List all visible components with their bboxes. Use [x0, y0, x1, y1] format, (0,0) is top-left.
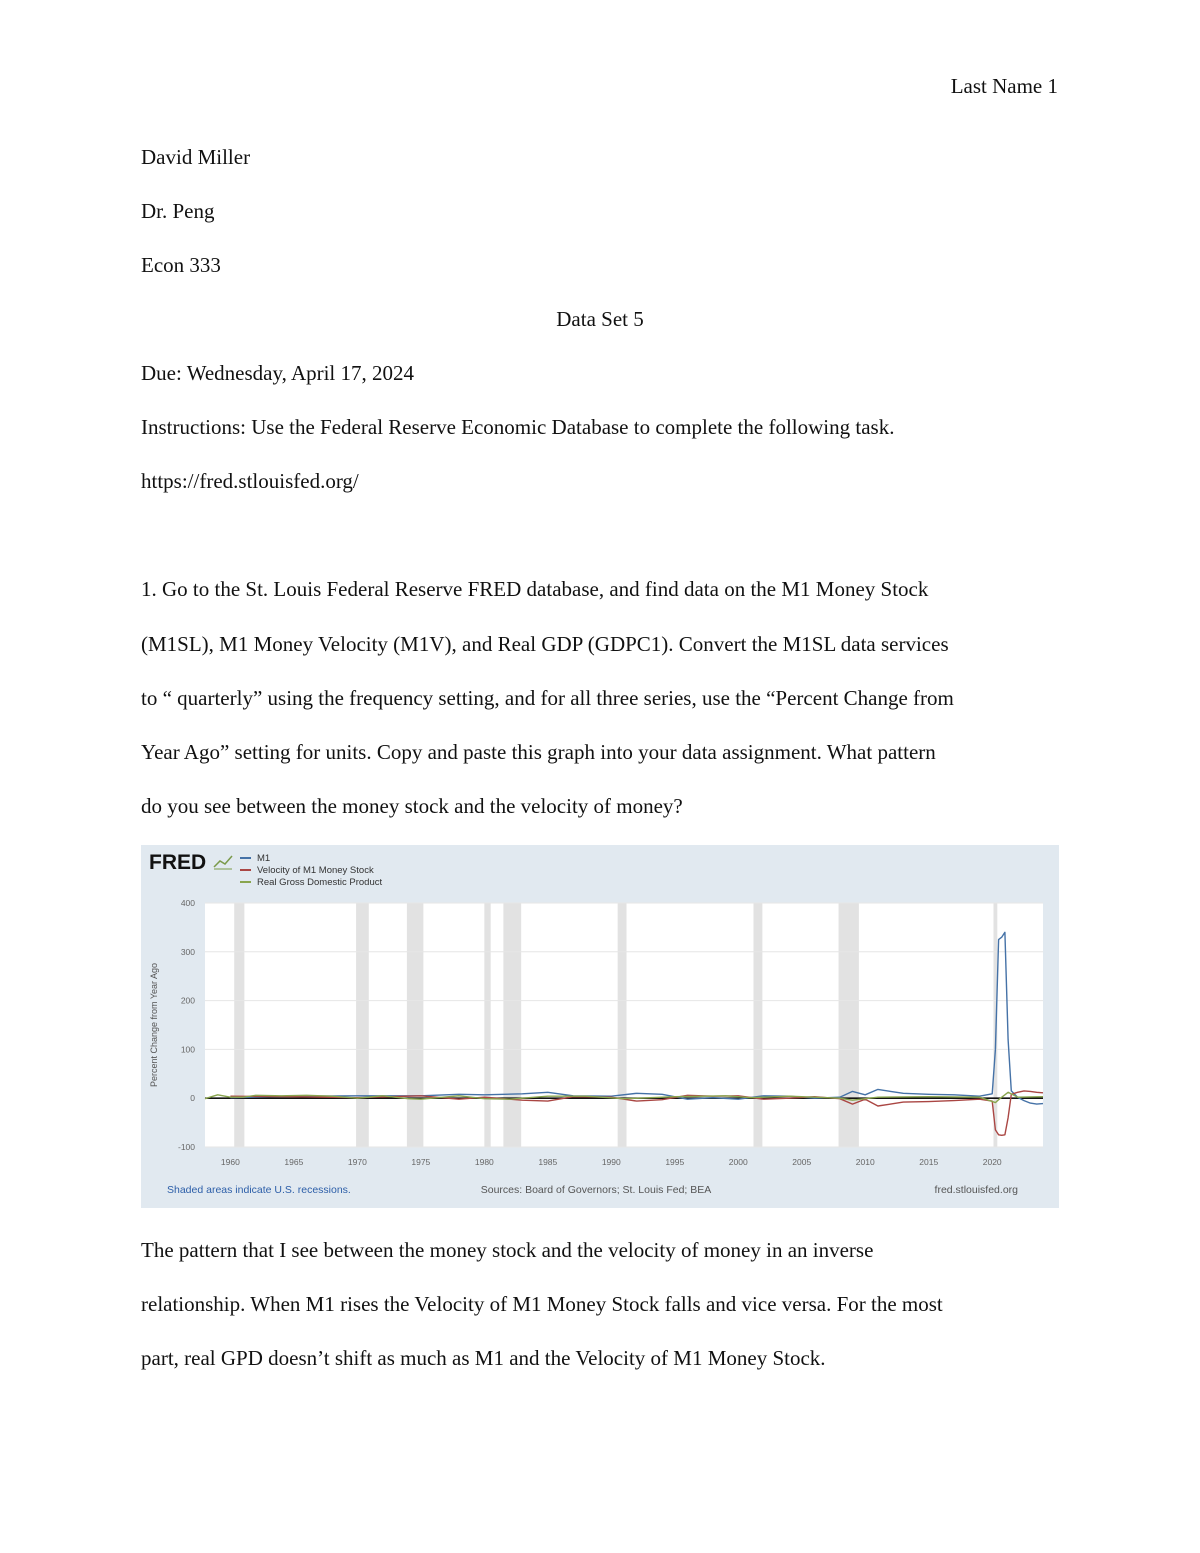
y-tick-label: 200 — [180, 995, 195, 1006]
fred-site: fred.stlouisfed.org — [934, 1184, 1018, 1196]
question-line: do you see between the money stock and the velocity of money? — [141, 794, 683, 818]
x-tick-label: 2010 — [855, 1157, 875, 1167]
x-tick-label: 2000 — [728, 1157, 748, 1167]
recession-bar — [839, 903, 859, 1147]
answer-line: The pattern that I see between the money stock and the velocity of money in an inverse — [141, 1238, 874, 1262]
chart-sources: Sources: Board of Governors; St. Louis Fed; BEA — [480, 1184, 712, 1196]
recession-bar — [356, 903, 369, 1147]
recession-bar — [503, 903, 521, 1147]
document-title: Data Set 5 — [556, 307, 644, 331]
running-head: Last Name 1 — [950, 74, 1058, 98]
recession-bar — [234, 903, 244, 1147]
recession-bar — [618, 903, 627, 1147]
instructor-name: Dr. Peng — [141, 199, 215, 223]
fred-logo-icon — [214, 856, 232, 869]
due-date: Due: Wednesday, April 17, 2024 — [141, 361, 415, 385]
x-tick-label: 2015 — [919, 1157, 939, 1167]
x-tick-label: 1970 — [347, 1157, 367, 1167]
y-tick-label: 400 — [180, 898, 195, 908]
question-line: (M1SL), M1 Money Velocity (M1V), and Real GDP (GDPC1). Convert the M1SL data services — [141, 632, 949, 656]
recession-shading — [205, 903, 1043, 1147]
y-tick-label: -100 — [177, 1142, 195, 1152]
x-tick-label: 2005 — [792, 1157, 812, 1167]
x-tick-label: 1995 — [665, 1157, 685, 1167]
chart-canvas — [141, 845, 1059, 1208]
course-name: Econ 333 — [141, 253, 221, 277]
legend-label: M1 — [257, 853, 271, 864]
recession-bar — [407, 903, 424, 1147]
recession-bar — [484, 903, 490, 1147]
student-name: David Miller — [141, 145, 251, 169]
x-tick-label: 1965 — [284, 1157, 304, 1167]
x-tick-label: 2020 — [982, 1157, 1002, 1167]
y-tick-labels — [178, 898, 195, 1152]
chart-legend — [240, 853, 382, 888]
y-tick-label: 300 — [180, 946, 195, 957]
x-tick-label: 1985 — [538, 1157, 558, 1167]
fred-chart — [141, 845, 1059, 1208]
instructions: Instructions: Use the Federal Reserve Economic Database to complete the following task. — [141, 415, 895, 439]
x-tick-label: 1980 — [474, 1157, 494, 1167]
x-tick-label: 1990 — [601, 1157, 621, 1167]
y-tick-label: 0 — [190, 1093, 195, 1104]
x-tick-label: 1960 — [220, 1157, 240, 1167]
x-tick-labels — [221, 1157, 1002, 1167]
question-line: to “ quarterly” using the frequency setting, and for all three series, use the “Percent Change from — [141, 686, 954, 710]
y-axis-label: Percent Change from Year Ago — [149, 962, 159, 1088]
answer-line: part, real GPD doesn’t shift as much as M1 and the Velocity of M1 Money Stock. — [141, 1346, 826, 1370]
answer-line: relationship. When M1 rises the Velocity of M1 Money Stock falls and vice versa. For the most — [141, 1292, 943, 1316]
x-tick-label: 1975 — [411, 1157, 431, 1167]
fred-url: https://fred.stlouisfed.org/ — [141, 469, 359, 493]
legend-label: Velocity of M1 Money Stock — [257, 865, 374, 876]
y-tick-label: 100 — [180, 1044, 195, 1055]
fred-logo: FRED — [149, 851, 207, 874]
question-line: Year Ago” setting for units. Copy and paste this graph into your data assignment. What pattern — [141, 740, 936, 764]
recession-note: Shaded areas indicate U.S. recessions. — [167, 1184, 351, 1196]
legend-label: Real Gross Domestic Product — [257, 877, 383, 888]
recession-bar — [754, 903, 763, 1147]
question-line: 1. Go to the St. Louis Federal Reserve FRED database, and find data on the M1 Money Stock — [141, 577, 929, 601]
